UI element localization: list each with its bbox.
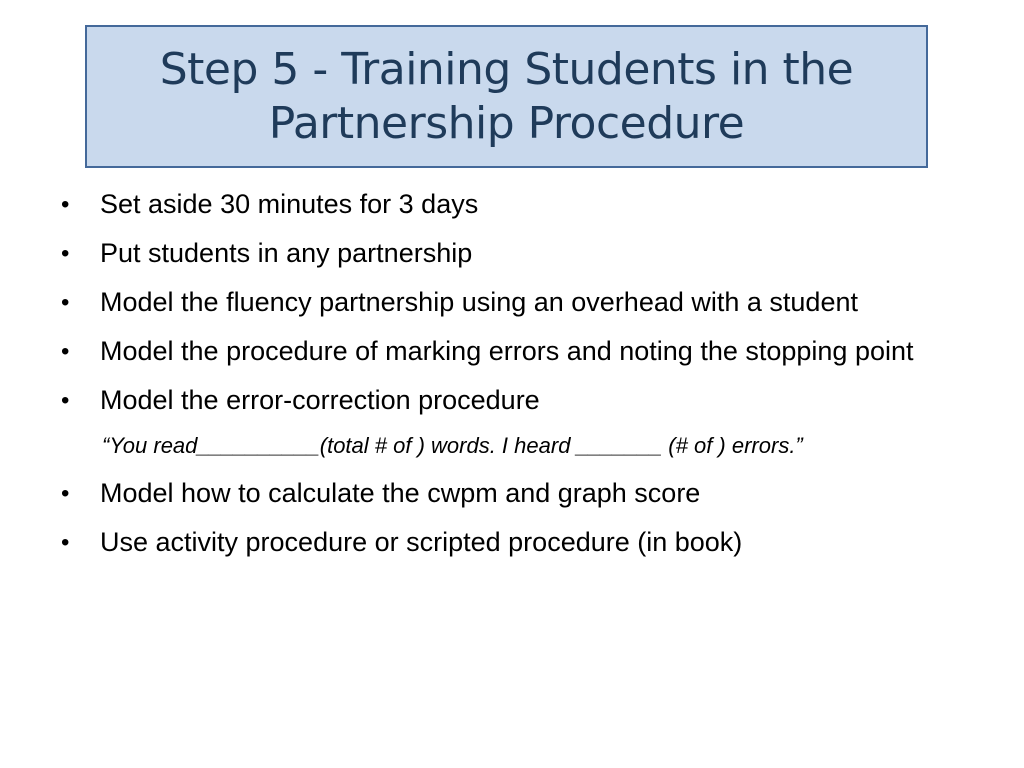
bullet-icon: • bbox=[61, 240, 70, 267]
bullet-icon: • bbox=[61, 338, 70, 365]
bullet-item bbox=[0, 184, 1024, 225]
bullet-text: Use activity procedure or scripted procedure (in book) bbox=[100, 527, 743, 557]
bullet-text: Model the fluency partnership using an overhead with a student bbox=[100, 287, 858, 317]
bullet-text: Set aside 30 minutes for 3 days bbox=[100, 189, 479, 219]
bullet-item bbox=[0, 522, 1024, 563]
bullet-item bbox=[0, 233, 1024, 274]
bullet-icon: • bbox=[61, 289, 70, 316]
bullet-icon: • bbox=[61, 191, 70, 218]
script-quote: “You read__________(total # of ) words. I heard _______ (# of ) errors.” bbox=[102, 433, 803, 458]
bullet-text: Model the error-correction procedure bbox=[100, 385, 540, 415]
bullet-text: Put students in any partnership bbox=[100, 238, 473, 268]
slide-title: Step 5 - Training Students in the Partnership Procedure bbox=[159, 43, 854, 149]
bullet-list bbox=[0, 184, 1024, 571]
bullet-icon: • bbox=[61, 387, 70, 414]
bullet-item bbox=[0, 473, 1024, 514]
title-box bbox=[85, 25, 928, 168]
bullet-icon: • bbox=[61, 480, 70, 507]
bullet-text: Model how to calculate the cwpm and graph score bbox=[100, 478, 701, 508]
bullet-item bbox=[0, 331, 1024, 372]
bullet-icon: • bbox=[61, 529, 70, 556]
bullet-item bbox=[0, 282, 1024, 323]
bullet-text: Model the procedure of marking errors and noting the stopping point bbox=[100, 336, 914, 366]
bullet-item bbox=[0, 380, 1024, 421]
